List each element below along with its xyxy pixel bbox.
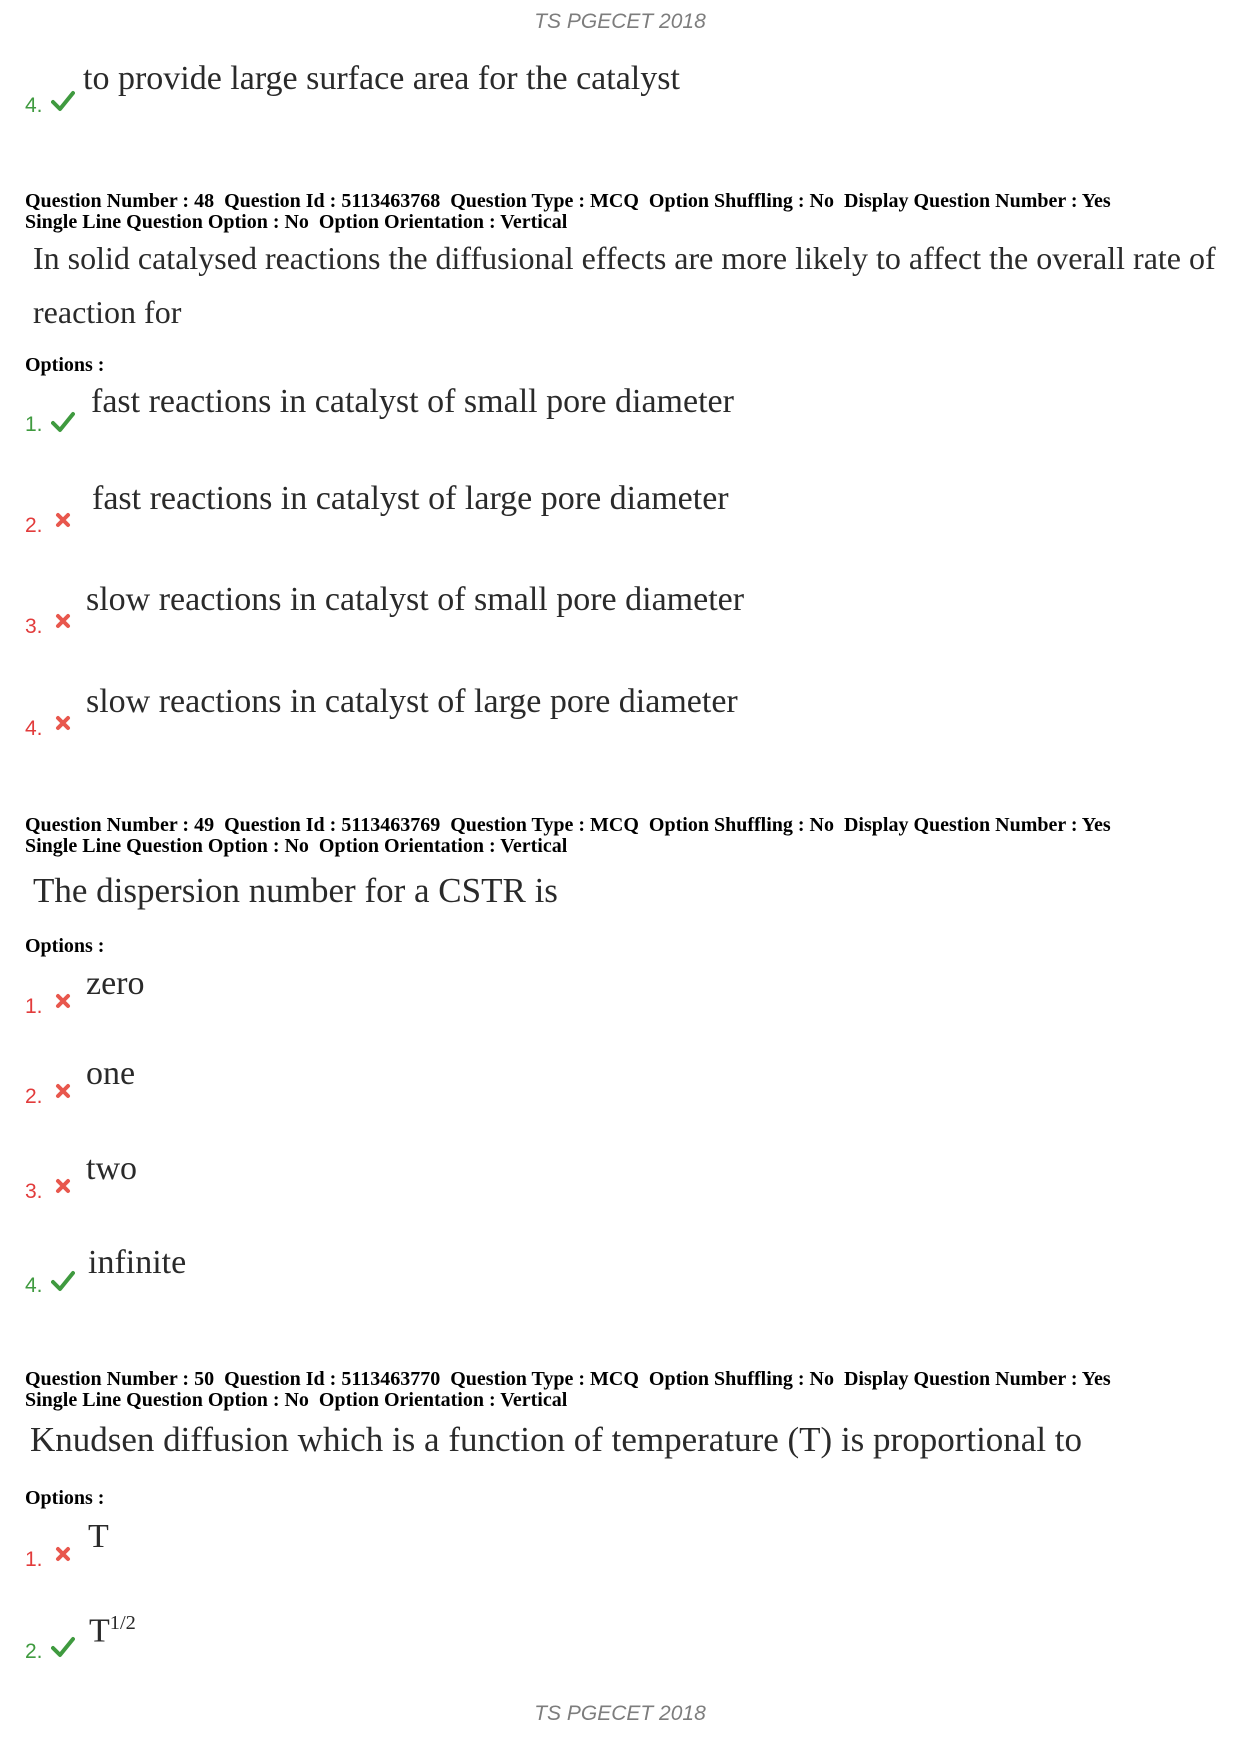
options-label: Options : xyxy=(25,935,105,957)
option-row xyxy=(0,1150,1200,1210)
option-text xyxy=(89,1612,136,1650)
option-number: 3. xyxy=(25,1180,43,1203)
option-text: fast reactions in catalyst of large pore diameter xyxy=(92,480,729,517)
question-meta-line2: Single Line Question Option : No Option Orientation : Vertical xyxy=(25,835,568,857)
check-icon xyxy=(51,411,75,433)
option-text: one xyxy=(86,1055,136,1092)
option-text: infinite xyxy=(88,1244,187,1281)
option-text: to provide large surface area for the catalyst xyxy=(83,60,680,97)
cross-icon xyxy=(55,512,71,528)
question-meta-line2: Single Line Question Option : No Option Orientation : Vertical xyxy=(25,1389,568,1411)
option-row xyxy=(0,480,1200,540)
option-text-base: T xyxy=(89,1612,110,1650)
option-row xyxy=(0,1055,1200,1115)
question-text-line1: In solid catalysed reactions the diffusional effects are more likely to affect the overall rate of xyxy=(33,240,1216,276)
option-number: 4. xyxy=(25,94,43,117)
cross-icon xyxy=(55,1546,71,1562)
question-text-line2: reaction for xyxy=(33,294,182,330)
option-row xyxy=(0,581,1200,641)
cross-icon xyxy=(55,1178,71,1194)
option-number: 4. xyxy=(25,1274,43,1297)
option-number: 1. xyxy=(25,1548,43,1571)
option-number: 2. xyxy=(25,514,43,537)
option-text: slow reactions in catalyst of small pore diameter xyxy=(86,581,745,618)
option-row xyxy=(0,1518,1200,1578)
question-meta-line1: Question Number : 50 Question Id : 5113463770 Question Type : MCQ Option Shuffling : No Display Question Number : Yes xyxy=(25,1368,1111,1390)
question-text-line1: The dispersion number for a CSTR is xyxy=(33,871,558,910)
page-footer: TS PGECET 2018 xyxy=(534,1702,706,1725)
cross-icon xyxy=(55,993,71,1009)
option-text: two xyxy=(86,1150,137,1187)
check-icon xyxy=(51,1270,75,1292)
option-number: 1. xyxy=(25,995,43,1018)
question-meta-line1: Question Number : 48 Question Id : 5113463768 Question Type : MCQ Option Shuffling : No Display Question Number : Yes xyxy=(25,190,1111,212)
page-header: TS PGECET 2018 xyxy=(534,10,706,33)
option-text: zero xyxy=(86,965,145,1002)
option-text-superscript: 1/2 xyxy=(109,1612,136,1634)
question-meta-line2: Single Line Question Option : No Option Orientation : Vertical xyxy=(25,211,568,233)
check-icon xyxy=(51,90,75,112)
options-label: Options : xyxy=(25,354,105,376)
option-row xyxy=(0,383,1200,443)
option-number: 4. xyxy=(25,717,43,740)
option-text: fast reactions in catalyst of small pore diameter xyxy=(91,383,734,420)
cross-icon xyxy=(55,1083,71,1099)
cross-icon xyxy=(55,715,71,731)
option-row xyxy=(0,1606,1200,1666)
options-label: Options : xyxy=(25,1487,105,1509)
option-text: slow reactions in catalyst of large pore diameter xyxy=(86,683,738,720)
option-number: 2. xyxy=(25,1085,43,1108)
option-row xyxy=(0,683,1200,743)
question-meta-line1: Question Number : 49 Question Id : 5113463769 Question Type : MCQ Option Shuffling : No Display Question Number : Yes xyxy=(25,814,1111,836)
option-number: 2. xyxy=(25,1640,43,1663)
option-row xyxy=(0,60,1200,120)
option-row xyxy=(0,965,1200,1025)
cross-icon xyxy=(55,613,71,629)
check-icon xyxy=(51,1636,75,1658)
option-number: 3. xyxy=(25,615,43,638)
option-row xyxy=(0,1244,1200,1304)
option-text: T xyxy=(88,1518,109,1555)
question-text-line1: Knudsen diffusion which is a function of temperature (T) is proportional to xyxy=(30,1420,1083,1459)
option-number: 1. xyxy=(25,413,43,436)
